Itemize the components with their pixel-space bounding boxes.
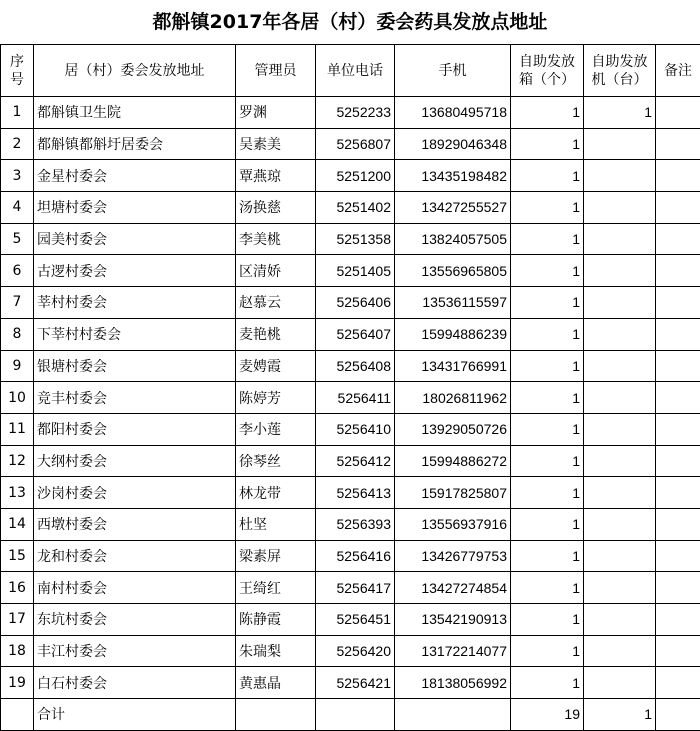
cell-mobile: 13556937916: [395, 508, 511, 540]
cell-office-phone: 5251405: [316, 255, 395, 287]
cell-manager: 黄惠晶: [236, 667, 316, 699]
cell-address: 南村村委会: [34, 572, 236, 604]
cell-address: 白石村委会: [34, 667, 236, 699]
cell-address: 龙和村委会: [34, 540, 236, 572]
cell-box: 1: [511, 382, 584, 414]
cell-address: 都斛镇卫生院: [34, 97, 236, 129]
cell-mobile: 13824057505: [395, 223, 511, 255]
cell-no: 13: [1, 477, 34, 509]
cell-machine: [584, 540, 656, 572]
cell-address: 丰江村委会: [34, 635, 236, 667]
cell-box: 1: [511, 255, 584, 287]
cell-machine: [584, 635, 656, 667]
cell-office-phone: 5256411: [316, 382, 395, 414]
cell-machine: [584, 413, 656, 445]
distribution-table: [0, 44, 700, 731]
cell-box: 1: [511, 413, 584, 445]
table-row: [1, 160, 700, 192]
cell-box: 1: [511, 287, 584, 319]
cell-no: 18: [1, 635, 34, 667]
table-row: [1, 255, 700, 287]
table-row: [1, 413, 700, 445]
cell-machine: [584, 192, 656, 224]
cell-machine: [584, 477, 656, 509]
header-mobile: 手机: [395, 45, 511, 97]
header-remark: 备注: [656, 45, 700, 97]
document-title: 都斛镇2017年各居（村）委会药具发放点地址: [0, 0, 700, 44]
cell-mobile: 15994886239: [395, 318, 511, 350]
table-row: [1, 540, 700, 572]
cell-box: 1: [511, 572, 584, 604]
cell-machine: [584, 382, 656, 414]
total-row: [1, 699, 700, 731]
cell-office-phone: 5256413: [316, 477, 395, 509]
cell-manager: 陈静霞: [236, 604, 316, 636]
cell-machine: [584, 350, 656, 382]
cell-manager: 罗渊: [236, 97, 316, 129]
cell-remark: [656, 477, 700, 509]
cell-no: 2: [1, 128, 34, 160]
cell-no: 17: [1, 604, 34, 636]
cell-no: 14: [1, 508, 34, 540]
cell-manager: 李小莲: [236, 413, 316, 445]
cell-no: 4: [1, 192, 34, 224]
cell-address: 银塘村委会: [34, 350, 236, 382]
cell-no: 19: [1, 667, 34, 699]
cell-machine: [584, 255, 656, 287]
cell-remark: [656, 255, 700, 287]
cell-remark: [656, 540, 700, 572]
cell-office-phone: 5256451: [316, 604, 395, 636]
cell-box: 1: [511, 128, 584, 160]
cell-no: 16: [1, 572, 34, 604]
cell-machine: [584, 128, 656, 160]
header-no: 序号: [1, 45, 34, 97]
cell-manager: 王绮红: [236, 572, 316, 604]
cell-address: 莘村村委会: [34, 287, 236, 319]
cell-manager: 徐琴丝: [236, 445, 316, 477]
cell-machine: [584, 318, 656, 350]
total-mobile: [395, 699, 511, 731]
header-office-phone: 单位电话: [316, 45, 395, 97]
cell-box: 1: [511, 192, 584, 224]
cell-mobile: 13680495718: [395, 97, 511, 129]
cell-machine: [584, 445, 656, 477]
cell-manager: 赵慕云: [236, 287, 316, 319]
cell-box: 1: [511, 635, 584, 667]
cell-no: 3: [1, 160, 34, 192]
cell-office-phone: 5251200: [316, 160, 395, 192]
cell-remark: [656, 287, 700, 319]
cell-mobile: 15994886272: [395, 445, 511, 477]
cell-office-phone: 5256406: [316, 287, 395, 319]
cell-mobile: 13435198482: [395, 160, 511, 192]
cell-machine: [584, 572, 656, 604]
table-row: [1, 128, 700, 160]
cell-office-phone: 5252233: [316, 97, 395, 129]
table-row: [1, 223, 700, 255]
cell-machine: [584, 160, 656, 192]
cell-remark: [656, 413, 700, 445]
total-manager: [236, 699, 316, 731]
cell-address: 大纲村委会: [34, 445, 236, 477]
cell-office-phone: 5256421: [316, 667, 395, 699]
cell-mobile: 18138056992: [395, 667, 511, 699]
cell-address: 都阳村委会: [34, 413, 236, 445]
cell-mobile: 13929050726: [395, 413, 511, 445]
total-office-phone: [316, 699, 395, 731]
cell-mobile: 13431766991: [395, 350, 511, 382]
cell-office-phone: 5256420: [316, 635, 395, 667]
cell-address: 竞丰村委会: [34, 382, 236, 414]
cell-remark: [656, 223, 700, 255]
cell-remark: [656, 128, 700, 160]
cell-address: 金星村委会: [34, 160, 236, 192]
cell-office-phone: 5256408: [316, 350, 395, 382]
cell-address: 都斛镇都斛圩居委会: [34, 128, 236, 160]
cell-mobile: 18929046348: [395, 128, 511, 160]
cell-no: 15: [1, 540, 34, 572]
header-row: [1, 45, 700, 97]
total-label: 合计: [34, 699, 236, 731]
total-remark: [656, 699, 700, 731]
cell-no: 1: [1, 97, 34, 129]
cell-machine: [584, 223, 656, 255]
cell-remark: [656, 350, 700, 382]
cell-no: 7: [1, 287, 34, 319]
cell-machine: [584, 508, 656, 540]
cell-mobile: 13427255527: [395, 192, 511, 224]
cell-no: 6: [1, 255, 34, 287]
cell-box: 1: [511, 477, 584, 509]
cell-box: 1: [511, 445, 584, 477]
header-address: 居（村）委会发放地址: [34, 45, 236, 97]
cell-no: 12: [1, 445, 34, 477]
cell-office-phone: 5256417: [316, 572, 395, 604]
table-row: [1, 287, 700, 319]
cell-mobile: 13172214077: [395, 635, 511, 667]
cell-address: 沙岗村委会: [34, 477, 236, 509]
cell-machine: [584, 667, 656, 699]
cell-office-phone: 5256416: [316, 540, 395, 572]
cell-box: 1: [511, 318, 584, 350]
table-row: [1, 350, 700, 382]
cell-manager: 吴素美: [236, 128, 316, 160]
table-row: [1, 604, 700, 636]
cell-manager: 麦娉霞: [236, 350, 316, 382]
cell-box: 1: [511, 604, 584, 636]
cell-box: 1: [511, 160, 584, 192]
table-row: [1, 318, 700, 350]
cell-remark: [656, 635, 700, 667]
table-row: [1, 572, 700, 604]
cell-mobile: 15917825807: [395, 477, 511, 509]
cell-manager: 杜坚: [236, 508, 316, 540]
header-box: 自助发放箱（个）: [511, 45, 584, 97]
header-manager: 管理员: [236, 45, 316, 97]
cell-no: 9: [1, 350, 34, 382]
cell-no: 11: [1, 413, 34, 445]
cell-machine: [584, 604, 656, 636]
table-row: [1, 192, 700, 224]
cell-manager: 李美桃: [236, 223, 316, 255]
cell-office-phone: 5256412: [316, 445, 395, 477]
cell-no: 8: [1, 318, 34, 350]
cell-address: 下莘村村委会: [34, 318, 236, 350]
cell-address: 东坑村委会: [34, 604, 236, 636]
cell-office-phone: 5251402: [316, 192, 395, 224]
cell-office-phone: 5256807: [316, 128, 395, 160]
cell-address: 园美村委会: [34, 223, 236, 255]
cell-address: 坦塘村委会: [34, 192, 236, 224]
cell-box: 1: [511, 540, 584, 572]
cell-no: 10: [1, 382, 34, 414]
table-row: [1, 97, 700, 129]
cell-remark: [656, 667, 700, 699]
table-row: [1, 635, 700, 667]
cell-machine: 1: [584, 97, 656, 129]
cell-remark: [656, 382, 700, 414]
cell-no: 5: [1, 223, 34, 255]
total-no: [1, 699, 34, 731]
cell-mobile: 13536115597: [395, 287, 511, 319]
cell-address: 西墩村委会: [34, 508, 236, 540]
cell-manager: 林龙带: [236, 477, 316, 509]
cell-office-phone: 5256407: [316, 318, 395, 350]
cell-mobile: 18026811962: [395, 382, 511, 414]
cell-box: 1: [511, 508, 584, 540]
cell-manager: 覃燕琼: [236, 160, 316, 192]
cell-manager: 麦艳桃: [236, 318, 316, 350]
table-row: [1, 477, 700, 509]
cell-office-phone: 5251358: [316, 223, 395, 255]
cell-address: 古逻村委会: [34, 255, 236, 287]
cell-box: 1: [511, 97, 584, 129]
cell-box: 1: [511, 667, 584, 699]
table-row: [1, 382, 700, 414]
cell-manager: 朱瑞梨: [236, 635, 316, 667]
cell-manager: 汤换慈: [236, 192, 316, 224]
cell-mobile: 13426779753: [395, 540, 511, 572]
cell-manager: 梁素屏: [236, 540, 316, 572]
table-row: [1, 667, 700, 699]
cell-remark: [656, 192, 700, 224]
cell-box: 1: [511, 350, 584, 382]
cell-box: 1: [511, 223, 584, 255]
cell-machine: [584, 287, 656, 319]
cell-remark: [656, 160, 700, 192]
cell-remark: [656, 445, 700, 477]
cell-mobile: 13427274854: [395, 572, 511, 604]
cell-remark: [656, 97, 700, 129]
cell-remark: [656, 572, 700, 604]
cell-manager: 陈婷芳: [236, 382, 316, 414]
cell-mobile: 13556965805: [395, 255, 511, 287]
cell-remark: [656, 604, 700, 636]
cell-remark: [656, 318, 700, 350]
table-row: [1, 445, 700, 477]
cell-manager: 区清娇: [236, 255, 316, 287]
cell-office-phone: 5256393: [316, 508, 395, 540]
total-box: 19: [511, 699, 584, 731]
cell-mobile: 13542190913: [395, 604, 511, 636]
total-machine: 1: [584, 699, 656, 731]
cell-remark: [656, 508, 700, 540]
table-row: [1, 508, 700, 540]
header-machine: 自助发放机（台）: [584, 45, 656, 97]
cell-office-phone: 5256410: [316, 413, 395, 445]
